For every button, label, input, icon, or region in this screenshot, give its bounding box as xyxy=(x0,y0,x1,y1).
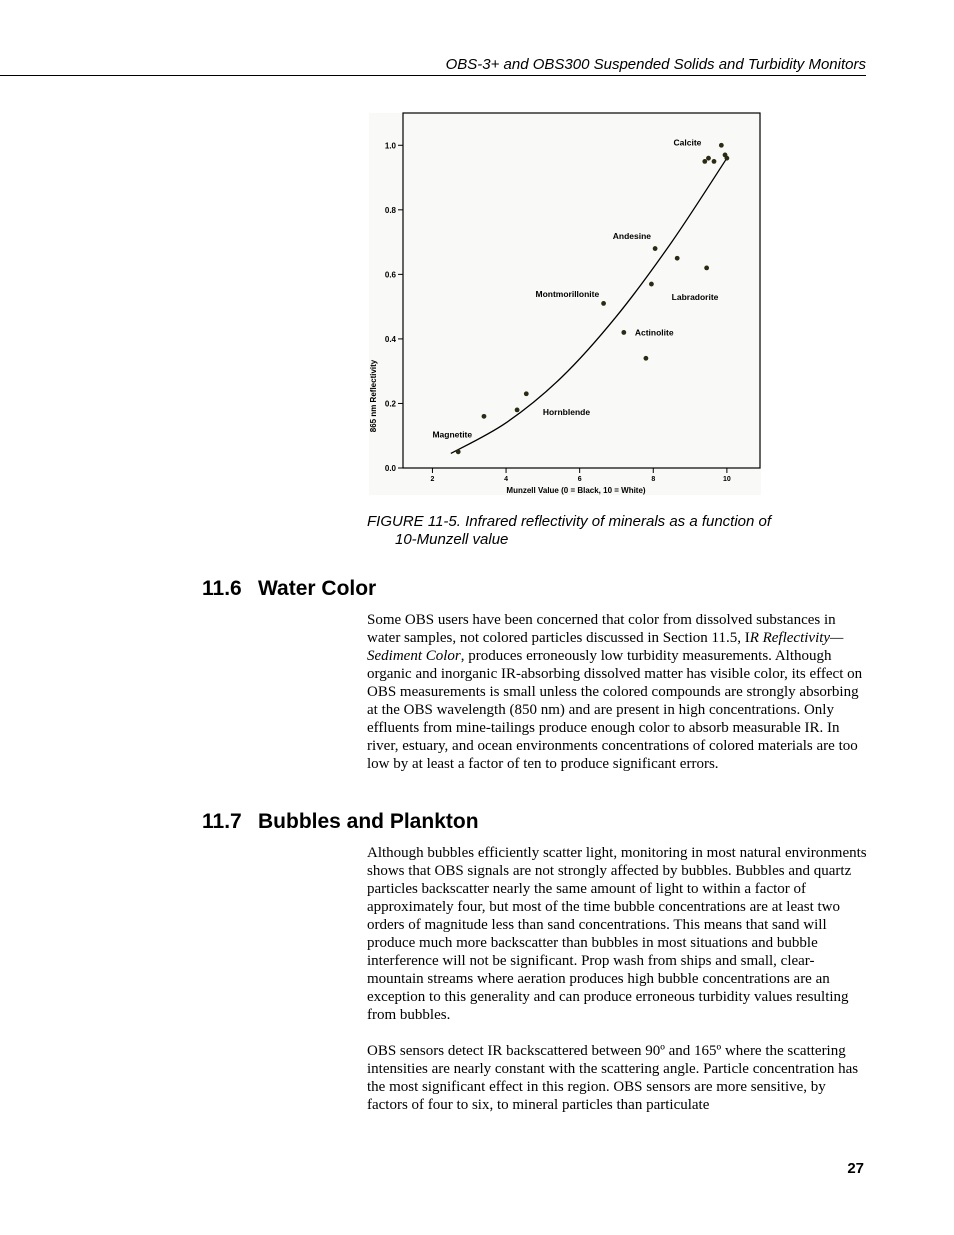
section-heading-water-color xyxy=(202,576,376,602)
section-body-water-color xyxy=(367,611,867,791)
data-point xyxy=(644,356,649,361)
data-point xyxy=(515,408,520,413)
running-header xyxy=(0,55,866,76)
italic-run: R Reflectivity—Sediment Color xyxy=(367,630,844,664)
x-tick-label: 6 xyxy=(577,476,582,483)
data-point xyxy=(704,266,709,271)
data-point xyxy=(675,256,680,261)
figure-caption-line1: FIGURE 11-5. Infrared reflectivity of minerals as a function of xyxy=(367,513,772,530)
data-point xyxy=(456,449,461,454)
x-tick-label: 10 xyxy=(722,476,731,483)
data-point xyxy=(702,159,707,164)
section-title: Bubbles and Plankton xyxy=(258,810,479,833)
data-point xyxy=(482,414,487,419)
paragraph xyxy=(367,844,867,1024)
data-point xyxy=(706,156,711,161)
section-body-bubbles-plankton xyxy=(367,844,867,1132)
y-axis-label: 865 nm Reflectivity xyxy=(369,359,378,433)
page-number: 27 xyxy=(847,1160,864,1177)
mineral-label: Hornblende xyxy=(542,406,591,417)
text-run: Although bubbles efficiently scatter light, monitoring in most natural environments shows that OBS signals are not strongly affected by bubbles. Bubbles and quartz particles backscatter nearly the same amount of light to within a factor of approximately four, but most of the time bubble concentrations are at least two orders of magnitude less than sand concentrations. This means that sand will produce much more backscatter than bubbles in most situations and bubble interference will not be significant. Prop wash from ships and small, clear-mountain streams where aeration produces high bubble concentrations are an exception to this generality and can produce erroneous turbidity values resulting from bubbles. xyxy=(367,845,867,1023)
x-tick-label: 8 xyxy=(651,476,656,483)
section-number: 11.6 xyxy=(202,577,242,600)
mineral-label: Montmorillonite xyxy=(535,288,600,299)
data-point xyxy=(601,301,606,306)
section-title: Water Color xyxy=(258,577,377,600)
mineral-label: Magnetite xyxy=(432,429,473,440)
paragraph xyxy=(367,1042,867,1114)
x-tick-label: 2 xyxy=(430,476,435,483)
text-run: Some OBS users have been concerned that color from dissolved substances in water samples, not colored particles discussed in Section 11.5, I xyxy=(367,612,836,646)
y-tick-label: 0.6 xyxy=(384,270,396,280)
x-axis-label: Munzell Value (0 = Black, 10 = White) xyxy=(506,486,646,495)
y-tick-label: 0.8 xyxy=(384,205,396,215)
data-point xyxy=(653,246,658,251)
data-point xyxy=(719,143,724,148)
section-number: 11.7 xyxy=(202,810,242,833)
figure-caption-line2: 10-Munzell value xyxy=(395,531,509,548)
reflectivity-chart xyxy=(364,106,764,498)
paragraph xyxy=(367,611,867,773)
text-run: OBS sensors detect IR backscattered between 90º and 165º where the scattering intensities are nearly constant with the scattering angle. Particle concentration has the most significant effect in this region. OBS sensors are more sensitive, by factors of four to six, to mineral particles than particulate xyxy=(367,1043,859,1113)
y-tick-label: 0.0 xyxy=(384,464,396,473)
data-point xyxy=(621,330,626,335)
running-header-title: OBS-3+ and OBS300 Suspended Solids and Turbidity Monitors xyxy=(445,56,866,73)
data-point xyxy=(712,159,717,164)
data-point xyxy=(524,391,529,396)
data-point xyxy=(724,156,729,161)
x-tick-label: 4 xyxy=(504,476,509,483)
mineral-label: Actinolite xyxy=(634,327,674,338)
text-run: , produces erroneously low turbidity measurements. Although organic and inorganic IR-absorbing dissolved matter has visible color, its effect on OBS measurements is small unless the colored compounds are strongly absorbing at the OBS wavelength (850 nm) and are present in high concentrations. Only effluents from mine-tailings produce enough color to absorb measurable IR. In river, estuary, and ocean environments concentrations of colored materials are too low by at least a factor of ten to produce significant errors. xyxy=(367,648,863,772)
y-tick-label: 0.2 xyxy=(384,399,396,409)
mineral-label: Calcite xyxy=(673,137,702,148)
data-point xyxy=(649,282,654,287)
mineral-label: Andesine xyxy=(612,230,652,241)
y-tick-label: 1.0 xyxy=(384,141,396,151)
y-tick-label: 0.4 xyxy=(384,334,396,344)
mineral-label: Labradorite xyxy=(671,292,719,303)
chart-background xyxy=(369,113,761,495)
figure-caption xyxy=(367,513,837,549)
section-heading-bubbles-plankton xyxy=(202,809,479,835)
